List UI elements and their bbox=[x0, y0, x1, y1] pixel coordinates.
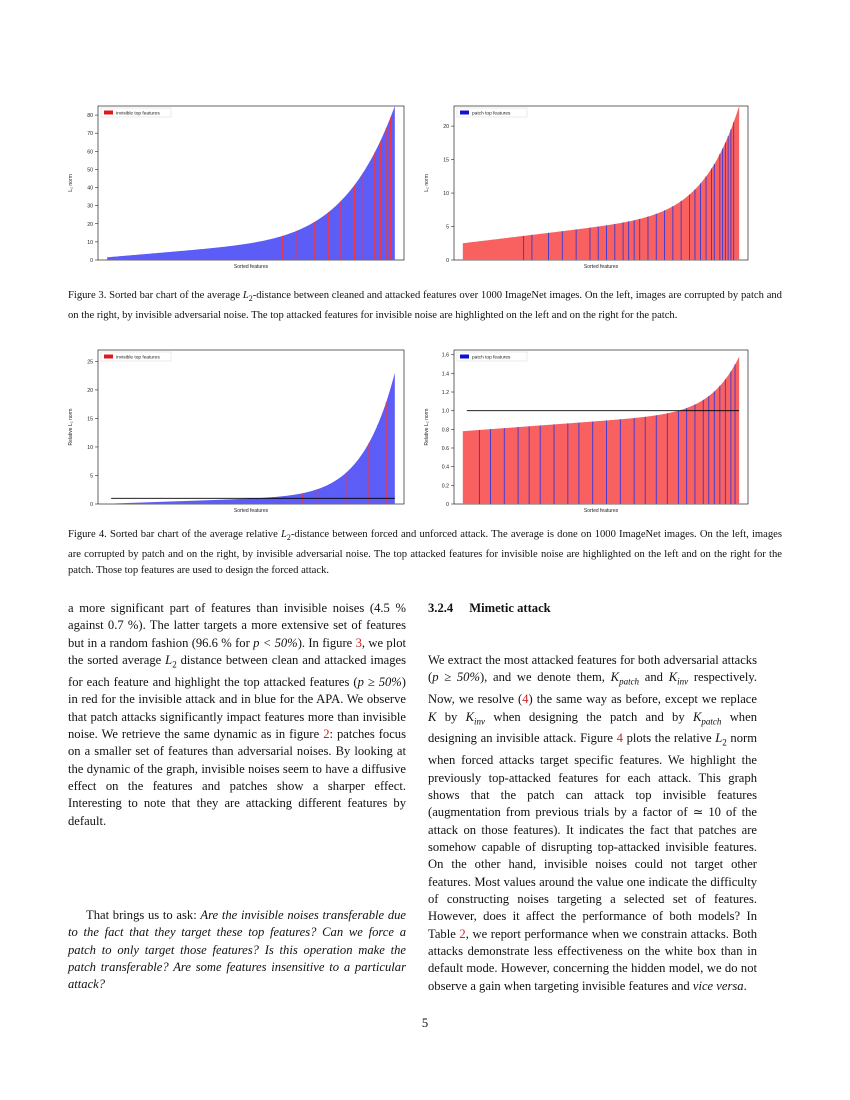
y-tick-label: 0 bbox=[90, 502, 93, 508]
y-tick-label: 5 bbox=[446, 224, 449, 231]
y-tick-label: 0 bbox=[446, 258, 449, 264]
figure4-left-svg bbox=[58, 346, 414, 514]
table-2-ref-link[interactable]: 2 bbox=[459, 926, 466, 941]
x-axis-label: Sorted features bbox=[583, 264, 619, 270]
legend-swatch bbox=[460, 111, 469, 115]
y-tick-label: 10 bbox=[87, 239, 93, 246]
x-axis-label: Sorted features bbox=[233, 264, 269, 270]
legend-label: patch top features bbox=[472, 111, 511, 117]
figure-2-ref-link[interactable]: 2 bbox=[323, 726, 330, 741]
x-axis-label: Sorted features bbox=[583, 508, 619, 514]
figure4-right-svg bbox=[414, 346, 758, 514]
right-column bbox=[428, 652, 757, 995]
bar-series bbox=[107, 373, 395, 504]
left-column-paragraph-2 bbox=[68, 907, 406, 994]
section-title: Mimetic attack bbox=[469, 601, 551, 615]
figure4-right-chart bbox=[414, 346, 758, 514]
y-tick-label: 15 bbox=[87, 416, 93, 423]
figure3-left-svg bbox=[58, 102, 414, 270]
y-tick-label: 5 bbox=[90, 473, 93, 480]
y-tick-label: 1.4 bbox=[441, 371, 449, 378]
legend-label: patch top features bbox=[472, 355, 511, 361]
bar-series bbox=[107, 106, 395, 260]
equation-4-ref-link[interactable]: 4 bbox=[522, 692, 529, 707]
y-tick-label: 1.6 bbox=[441, 352, 449, 359]
y-tick-label: 70 bbox=[87, 131, 93, 138]
right-paragraph: We extract the most attacked features for both adversarial attacks (p ≥ 50%), and we denote them, $K_{patch}$ and $K_{inv}$ respectively. Now, we resolve (4) the same way as before, except we replace K by $K_{inv}$ when designing the patch and by $K_{patch}$ when designing an invisible attack. Figure 4 plots the relative $L_2$ norm when forced attacks target specific features. We highlight the previously top-attacked features for each attack. This graph shows that the patch can attack top invisible features (augmentation from previous trials by a factor of ≃ 10 of the attack on those features). It indicates the fact that patches are somehow capable of disrupting top-attacked invisible features. On the other hand, invisible noises could not target other features. Most values around the value one indicate the difficulty of constructing noises targeting a selected set of features. However, does it affect the performance of both models? In Table 2, we report performance when we constrain attacks. Both attacks demonstrate less effectiveness on the white box than in default mode. However, concerning the hidden model, we do not observe a gain when targeting invisible features and vice versa. bbox=[428, 653, 758, 993]
figure4-left-chart bbox=[58, 346, 414, 514]
y-tick-label: 30 bbox=[87, 203, 93, 210]
y-tick-label: 80 bbox=[87, 113, 93, 120]
section-heading bbox=[428, 601, 551, 616]
y-tick-label: 20 bbox=[443, 124, 449, 131]
legend-swatch bbox=[104, 111, 113, 115]
figure-4-ref-link[interactable]: 4 bbox=[616, 731, 623, 746]
legend-label: invisible top features bbox=[116, 111, 160, 117]
y-axis-label: L₂ norm bbox=[424, 174, 430, 192]
figure3-right-chart bbox=[414, 102, 758, 270]
legend-label: invisible top features bbox=[116, 355, 160, 361]
left-paragraph-2: That brings us to ask: Are the invisible noises transferable due to the fact that they target these top features? Can we force a patch to only target those features? Is this operation make the patch transferable? Are some features insensitive to a particular attack? bbox=[68, 908, 406, 992]
legend-swatch bbox=[104, 355, 113, 359]
y-tick-label: 0 bbox=[90, 258, 93, 264]
page-number: 5 bbox=[421, 1016, 429, 1030]
y-tick-label: 1.2 bbox=[441, 390, 449, 396]
y-tick-label: 15 bbox=[443, 157, 449, 164]
y-tick-label: 0.4 bbox=[441, 464, 449, 471]
legend-swatch bbox=[460, 355, 469, 359]
figure3-right-svg bbox=[414, 102, 758, 270]
y-tick-label: 0.6 bbox=[441, 446, 449, 452]
y-axis-label: L₂ norm bbox=[68, 174, 74, 192]
y-tick-label: 50 bbox=[87, 167, 93, 174]
y-axis-label: Relative L₂ norm bbox=[424, 408, 430, 446]
y-tick-label: 1.0 bbox=[441, 408, 449, 415]
y-tick-label: 10 bbox=[87, 444, 93, 451]
y-tick-label: 0 bbox=[446, 502, 449, 508]
y-tick-label: 25 bbox=[87, 359, 93, 366]
y-tick-label: 40 bbox=[87, 185, 93, 192]
y-tick-label: 0.8 bbox=[441, 427, 449, 434]
y-tick-label: 0.2 bbox=[441, 483, 449, 490]
figure3-left-chart bbox=[58, 102, 414, 270]
y-tick-label: 60 bbox=[87, 149, 93, 156]
bar-series bbox=[463, 106, 739, 260]
x-axis-label: Sorted features bbox=[233, 508, 269, 514]
y-axis-label: Relative L₂ norm bbox=[68, 408, 74, 446]
left-column bbox=[68, 600, 406, 830]
y-tick-label: 20 bbox=[87, 221, 93, 228]
y-tick-label: 10 bbox=[443, 191, 449, 198]
figure4-caption: Figure 4. Sorted bar chart of the average relative $L_2$-distance between forced and unforced attack. The average is done on 1000 ImageNet images. On the left, images are corrupted by patch and on the right, by invisible adversarial noise. The top attacked features for invisible noise are highlighted on the left and on the right for the patch. Those top features are used to design the forced attack. bbox=[68, 529, 782, 576]
left-paragraph-1: a more significant part of features than invisible noises (4.5 % against 0.7 %). The latter targets a more extensive set of features but in a random fashion (96.6 % for p < 50%). In figure 3, we plot the sorted average $L_2$ distance between clean and attacked images for each feature and highlight the top attacked features (p ≥ 50%) in red for the invisible attack and in blue for the APA. We observe that patch attacks significantly impact features more than invisible noise. We retrieve the same dynamic as in figure 2: patches focus on a smaller set of features than adversarial noises. By looking at the dynamic of the graph, invisible noises seem to have a diffusive effect on the features and patches show a sharper effect. Interesting to note that they are attacking different features by default. bbox=[68, 601, 407, 828]
figure3-caption: Figure 3. Sorted bar chart of the average $L_2$-distance between cleaned and attacked features over 1000 ImageNet images. On the left, images are corrupted by patch and on the right, by invisible adversarial noise. The top attacked features for invisible noise are highlighted on the left and on the right for the patch. bbox=[68, 290, 782, 321]
y-tick-label: 20 bbox=[87, 387, 93, 394]
section-number: 3.2.4 bbox=[428, 601, 454, 615]
figure-3-ref-link[interactable]: 3 bbox=[355, 635, 362, 650]
